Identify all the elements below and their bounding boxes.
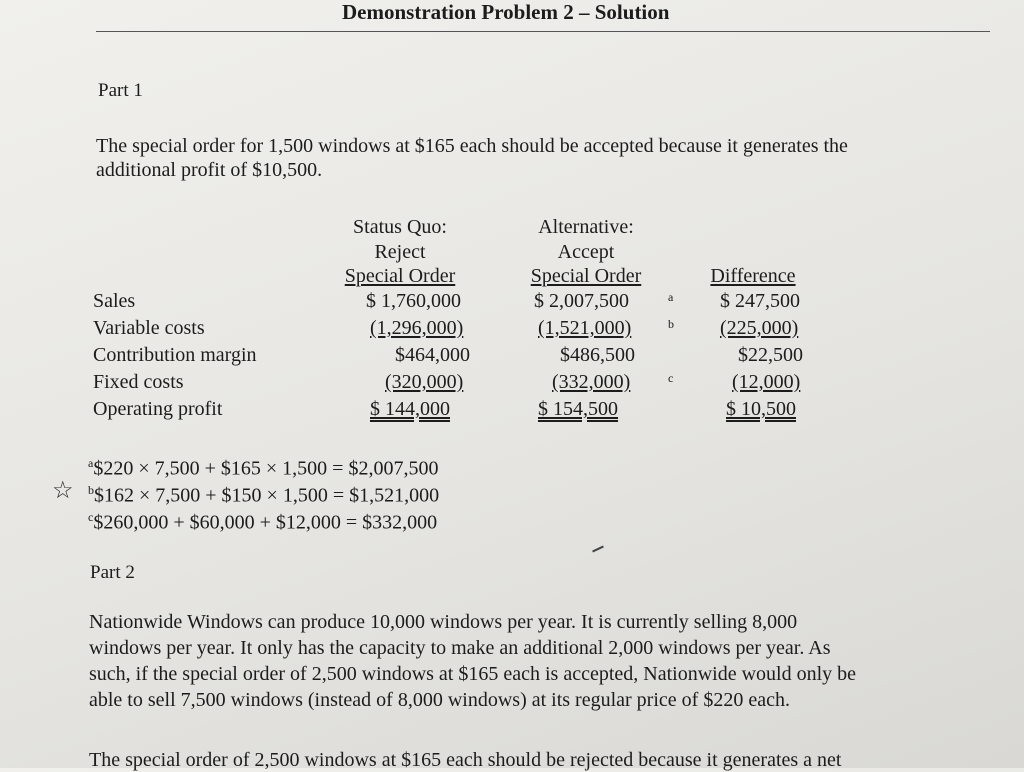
part2-line2: windows per year. It only has the capacity to make an additional 2,000 windows per year. As — [89, 637, 831, 659]
alt-note-c: c — [668, 371, 674, 385]
alt-variable-costs: (1,521,000) — [538, 317, 632, 339]
diff-variable-costs: (225,000) — [720, 317, 799, 339]
part2-line1: Nationwide Windows can produce 10,000 windows per year. It is currently selling 8,000 — [89, 611, 798, 633]
diff-fixed-costs: (12,000) — [732, 371, 801, 393]
alternative-header-line3: Special Order — [530, 265, 642, 287]
alt-sales: $ 2,007,500 — [534, 290, 629, 312]
part2-cut-line: The special order of 2,500 windows at $165 each should be rejected because it generates a net — [89, 749, 842, 771]
part2-line3: such, if the special order of 2,500 windows at $165 each is accepted, Nationwide would only be — [89, 663, 857, 685]
row-label-operating-profit: Operating profit — [93, 398, 223, 420]
alt-fixed-costs: (332,000) — [552, 371, 631, 393]
part2-heading: Part 2 — [90, 562, 135, 583]
part1-heading: Part 1 — [98, 80, 143, 101]
sq-operating-profit: $ 144,000 — [370, 398, 450, 420]
status-quo-header — [330, 215, 470, 289]
alternative-header — [516, 215, 656, 289]
alt-operating-profit: $ 154,500 — [538, 398, 618, 420]
footnote-b-text: $162 × 7,500 + $150 × 1,500 = $1,521,000 — [94, 484, 440, 507]
part2-line4: able to sell 7,500 windows (instead of 8,000 windows) at its regular price of $220 each. — [89, 689, 790, 711]
alt-contribution-margin: $486,500 — [560, 344, 635, 366]
sq-fixed-costs: (320,000) — [385, 371, 464, 393]
status-quo-header-line3: Special Order — [344, 265, 456, 287]
row-label-variable-costs: Variable costs — [93, 317, 205, 339]
sq-sales: $ 1,760,000 — [366, 290, 461, 312]
footnote-c — [88, 504, 437, 536]
page-title: Demonstration Problem 2 – Solution — [342, 0, 670, 24]
sq-variable-costs: (1,296,000) — [370, 317, 464, 339]
sq-contribution-margin: $464,000 — [395, 344, 470, 366]
diff-sales: $ 247,500 — [720, 290, 800, 312]
status-quo-header-line2: Reject — [374, 240, 426, 263]
diff-contribution-margin: $22,500 — [738, 344, 803, 366]
pen-mark — [592, 546, 604, 553]
footnote-a-mark: a — [88, 456, 94, 470]
footnote-b-mark: b — [88, 483, 94, 497]
alternative-header-line1: Alternative: — [538, 216, 634, 238]
alt-note-a: a — [668, 290, 674, 304]
part1-para-line1: The special order for 1,500 windows at $165 each should be accepted because it generates the — [96, 135, 848, 157]
footnote-c-text: $260,000 + $60,000 + $12,000 = $332,000 — [93, 511, 438, 534]
diff-operating-profit: $ 10,500 — [726, 398, 796, 420]
row-label-contribution-margin: Contribution margin — [93, 344, 257, 366]
alternative-header-line2: Accept — [557, 240, 615, 263]
difference-header: Difference — [710, 265, 796, 287]
part1-para-line2: additional profit of $10,500. — [96, 159, 323, 181]
footnote-a-text: $220 × 7,500 + $165 × 1,500 = $2,007,500 — [93, 457, 439, 480]
status-quo-header-line1: Status Quo: — [353, 216, 447, 238]
alt-note-b: b — [668, 317, 674, 331]
footnote-c-mark: c — [88, 510, 94, 524]
handwritten-star-icon: ☆ — [52, 478, 74, 504]
row-label-fixed-costs: Fixed costs — [93, 371, 184, 393]
row-label-sales: Sales — [93, 290, 136, 312]
title-rule — [96, 31, 990, 32]
